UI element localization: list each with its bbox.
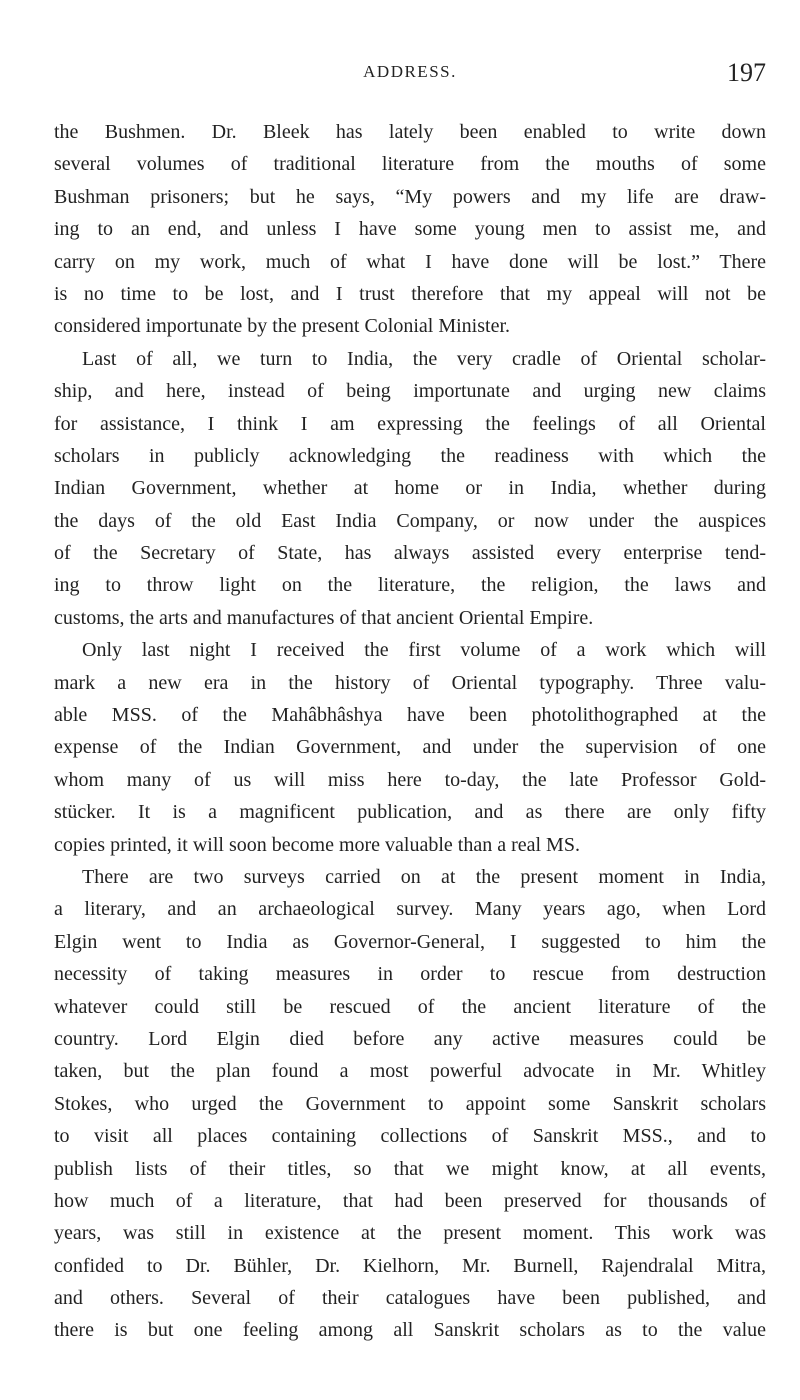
text-line: considered importunate by the present Colonial Minister.	[54, 315, 511, 338]
text-line: and others. Several of their catalogues have been published, and	[54, 1287, 766, 1310]
text-line: mark a new era in the history of Oriental typography. Three valu-	[54, 671, 766, 694]
text-line: Bushman prisoners; but he says, “My powers and my life are draw-	[54, 185, 766, 208]
text-line: ing to an end, and unless I have some young men to assist me, and	[54, 218, 766, 241]
text-line: ship, and here, instead of being importunate and urging new claims	[54, 380, 766, 403]
text-line: able MSS. of the Mahâbhâshya have been photolithographed at the	[54, 704, 766, 727]
text-line: how much of a literature, that had been preserved for thousands of	[54, 1189, 766, 1212]
page-number: 197	[727, 58, 766, 87]
text-line: necessity of taking measures in order to rescue from destruction	[54, 963, 766, 986]
text-line: is no time to be lost, and I trust therefore that my appeal will not be	[54, 282, 766, 305]
text-line: of the Secretary of State, has always assisted every enterprise tend-	[54, 542, 766, 565]
text-line: taken, but the plan found a most powerful advocate in Mr. Whitley	[54, 1060, 766, 1083]
text-line: There are two surveys carried on at the present moment in India,	[82, 865, 766, 888]
text-line: Stokes, who urged the Government to appoint some Sanskrit scholars	[54, 1092, 766, 1115]
text-line: whom many of us will miss here to-day, the late Professor Gold-	[54, 768, 766, 791]
text-line: several volumes of traditional literature from the mouths of some	[54, 153, 766, 176]
page-header	[54, 58, 766, 92]
text-line: there is but one feeling among all Sanskrit scholars as to the value	[54, 1319, 766, 1342]
text-line: years, was still in existence at the present moment. This work was	[54, 1222, 766, 1245]
running-head: ADDRESS.	[363, 62, 457, 81]
text-line: the days of the old East India Company, or now under the auspices	[54, 509, 766, 532]
text-line: Last of all, we turn to India, the very cradle of Oriental scholar-	[82, 347, 766, 370]
text-line: customs, the arts and manufactures of that ancient Oriental Empire.	[54, 606, 594, 629]
body-text	[54, 116, 766, 1347]
text-line: whatever could still be rescued of the ancient literature of the	[54, 995, 766, 1018]
text-line: ing to throw light on the literature, the religion, the laws and	[54, 574, 766, 597]
text-line: carry on my work, much of what I have done will be lost.” There	[54, 250, 766, 273]
text-line: copies printed, it will soon become more valuable than a real MS.	[54, 833, 580, 856]
text-line: a literary, and an archaeological survey. Many years ago, when Lord	[54, 898, 766, 921]
text-line: the Bushmen. Dr. Bleek has lately been enabled to write down	[54, 121, 766, 143]
text-line: confided to Dr. Bühler, Dr. Kielhorn, Mr. Burnell, Rajendralal Mitra,	[54, 1254, 766, 1277]
text-line: stücker. It is a magnificent publication, and as there are only fifty	[54, 801, 766, 824]
text-line: scholars in publicly acknowledging the readiness with which the	[54, 444, 766, 467]
text-line: to visit all places containing collections of Sanskrit MSS., and to	[54, 1125, 766, 1148]
text-line: publish lists of their titles, so that we might know, at all events,	[54, 1157, 766, 1180]
text-line: Elgin went to India as Governor-General, I suggested to him the	[54, 930, 766, 953]
text-line: Only last night I received the first volume of a work which will	[82, 639, 766, 662]
text-line: Indian Government, whether at home or in India, whether during	[54, 477, 766, 500]
text-line: for assistance, I think I am expressing the feelings of all Oriental	[54, 412, 766, 435]
text-line: country. Lord Elgin died before any active measures could be	[54, 1027, 766, 1050]
text-line: expense of the Indian Government, and under the supervision of one	[54, 736, 766, 759]
